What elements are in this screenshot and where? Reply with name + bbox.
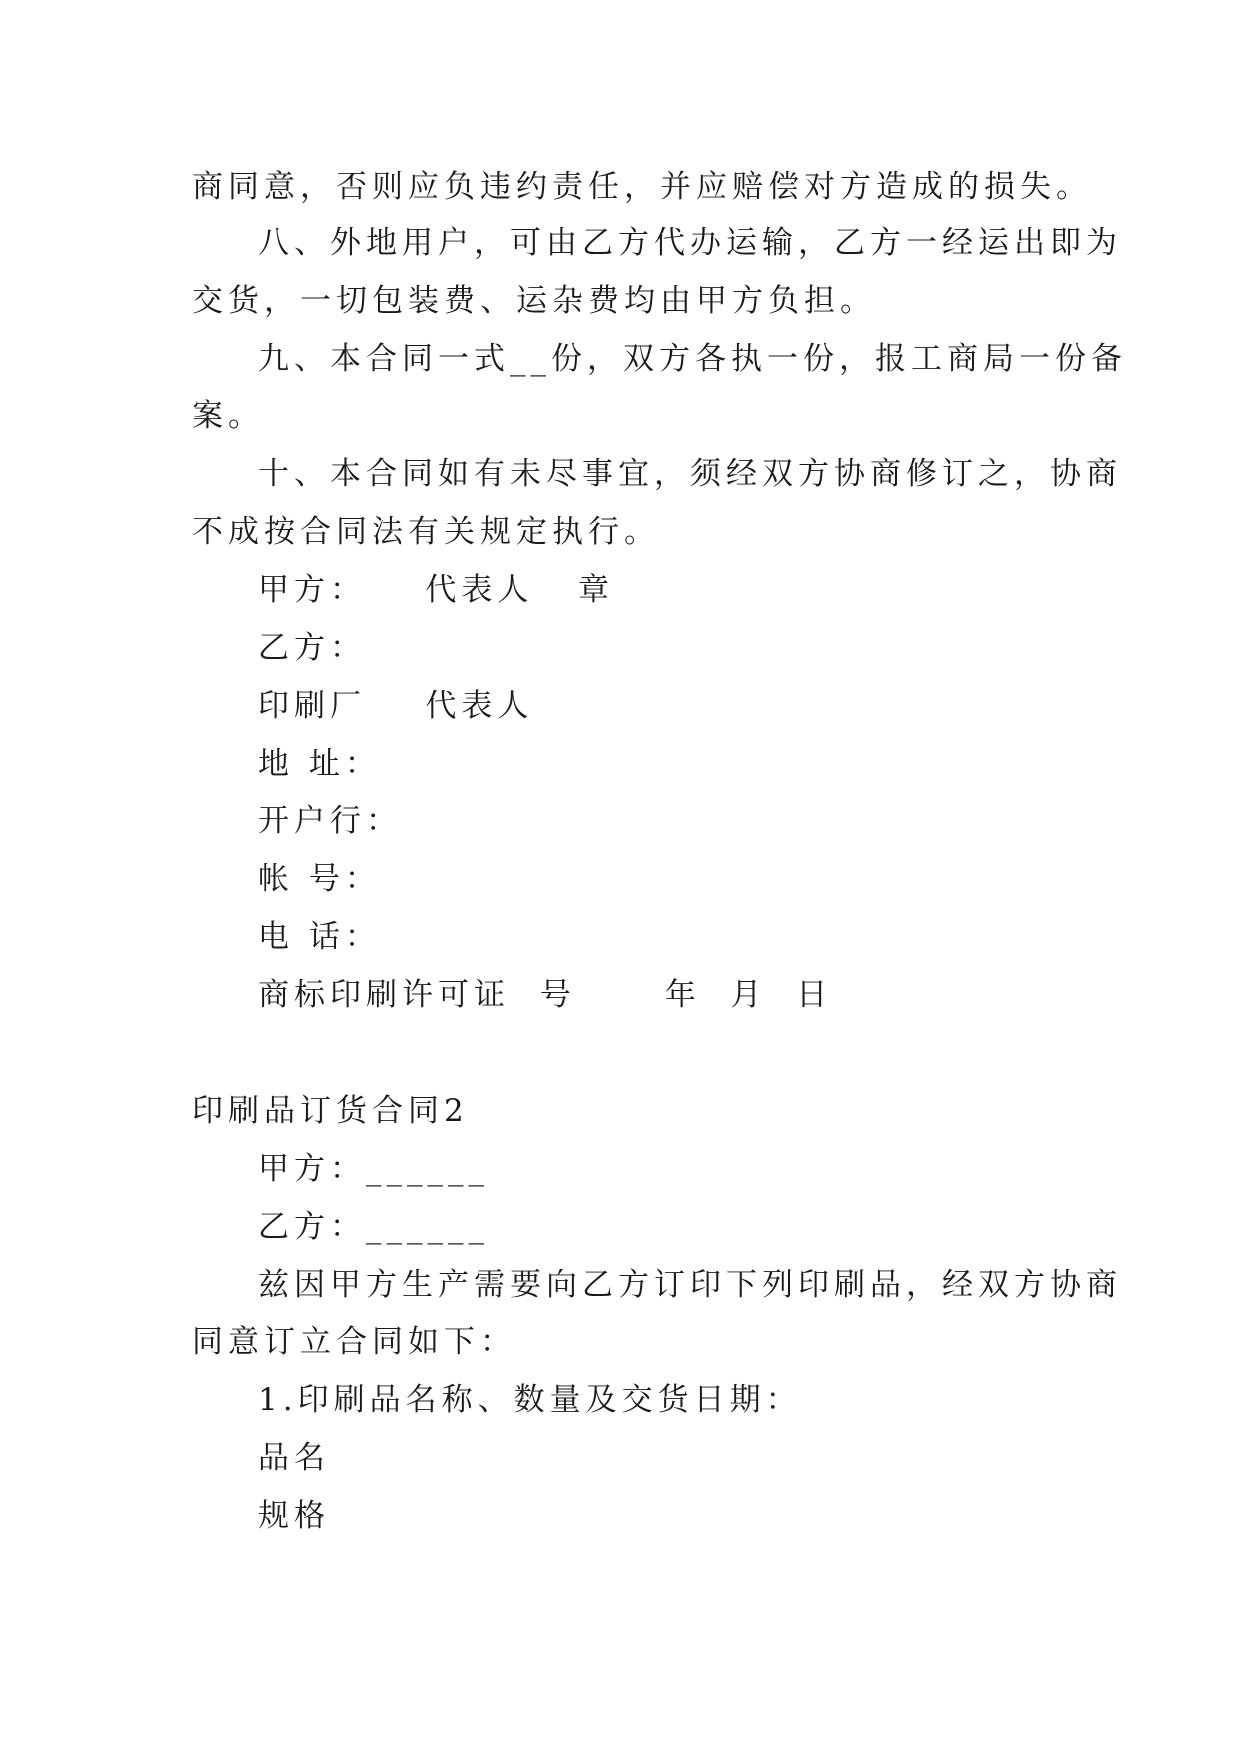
field-license-date: 商标印刷许可证 号 年 月 日: [258, 977, 833, 1013]
text-line: 十、本合同如有未尽事宜，须经双方协商修订之，协商: [258, 456, 1122, 492]
signature-printer: 印刷厂 代表人: [258, 688, 534, 724]
text-line: 八、外地用户，可由乙方代办运输，乙方一经运出即为: [258, 225, 1122, 261]
field-spec: 规格: [258, 1498, 330, 1534]
text-line: 兹因甲方生产需要向乙方订印下列印刷品，经双方协商: [258, 1267, 1122, 1303]
text-line: 九、本合同一式__份，双方各执一份，报工商局一份备: [258, 341, 1127, 377]
field-bank: 开户行：: [258, 803, 402, 839]
field-party-b: 乙方：______: [258, 1209, 489, 1245]
signature-party-b: 乙方：: [258, 630, 366, 666]
text-line: 交货，一切包装费、运杂费均由甲方负担。: [192, 283, 876, 319]
text-line: 不成按合同法有关规定执行。: [192, 514, 660, 550]
text-line: 案。: [192, 398, 264, 434]
text-line: 同意订立合同如下：: [192, 1324, 516, 1360]
field-phone: 电 话：: [258, 919, 381, 955]
field-party-a: 甲方：______: [258, 1151, 489, 1187]
section-title: 印刷品订货合同2: [192, 1093, 469, 1129]
field-product-name: 品名: [258, 1440, 330, 1476]
field-address: 地 址：: [258, 746, 381, 782]
clause-item: 1.印刷品名称、数量及交货日期：: [258, 1382, 802, 1418]
field-account: 帐 号：: [258, 861, 381, 897]
signature-party-a: 甲方： 代表人 章: [258, 572, 614, 608]
text-line: 商同意，否则应负违约责任，并应赔偿对方造成的损失。: [192, 169, 1092, 205]
